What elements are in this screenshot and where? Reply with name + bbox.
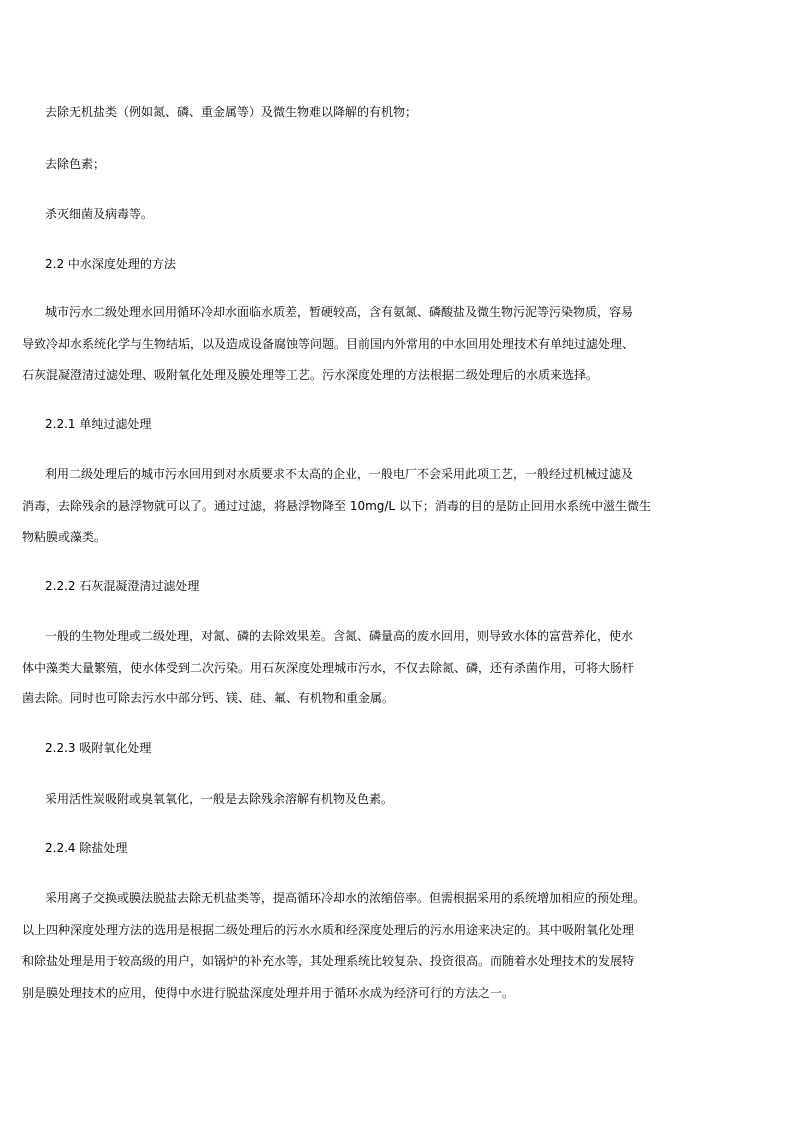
paragraph-line: 利用二级处理后的城市污水回用到对水质要求不太高的企业，一般电厂不会采用此项工艺，一般经过机械过滤及 [45, 467, 634, 481]
paragraph-line: 以上四种深度处理方法的选用是根据二级处理后的污水水质和经深度处理后的污水用途来决定的。其中吸附氧化处理 [22, 923, 635, 937]
paragraph-line: 导致冷却水系统化学与生物结垢，以及造成设备腐蚀等问题。目前国内外常用的中水回用处理技术有单纯过滤处理、 [22, 337, 635, 351]
paragraph-line: 采用活性炭吸附或臭氧氧化，一般是去除残余溶解有机物及色素。 [45, 792, 394, 806]
paragraph-line: 物粘膜或藻类。 [22, 530, 107, 544]
section-heading-2-2-4: 2.2.4 除盐处理 [45, 841, 128, 855]
list-item-remove-salts: 去除无机盐类（例如氮、磷、重金属等）及微生物难以降解的有机物； [45, 105, 418, 119]
list-item-kill-bacteria: 杀灭细菌及病毒等。 [45, 207, 154, 221]
paragraph-line: 一般的生物处理或二级处理，对氮、磷的去除效果差。含氮、磷量高的废水回用，则导致水体的富营养化，使水 [45, 629, 634, 643]
paragraph-line: 体中藻类大量繁殖，使水体受到二次污染。用石灰深度处理城市污水，不仅去除氮、磷，还有杀菌作用，可将大肠杆 [22, 661, 635, 675]
paragraph-line: 消毒，去除残余的悬浮物就可以了。通过过滤，将悬浮物降至 10mg/L 以下；消毒的目的是防止回用水系统中滋生微生 [22, 499, 651, 513]
section-heading-2-2: 2.2 中水深度处理的方法 [45, 257, 176, 271]
section-heading-2-2-2: 2.2.2 石灰混凝澄清过滤处理 [45, 579, 200, 593]
paragraph-line: 采用离子交换或膜法脱盐去除无机盐类等，提高循环冷却水的浓缩倍率。但需根据采用的系统增加相应的预处理。 [45, 891, 646, 905]
section-heading-2-2-1: 2.2.1 单纯过滤处理 [45, 417, 152, 431]
paragraph-line: 城市污水二级处理水回用循环冷却水面临水质差，暂硬较高，含有氨氮、磷酸盐及微生物污泥等污染物质，容易 [45, 305, 634, 319]
list-item-remove-pigment: 去除色素； [45, 157, 106, 171]
paragraph-line: 石灰混凝澄清过滤处理、吸附氧化处理及膜处理等工艺。污水深度处理的方法根据二级处理后的水质来选择。 [22, 368, 599, 382]
section-heading-2-2-3: 2.2.3 吸附氧化处理 [45, 741, 152, 755]
paragraph-line: 别是膜处理技术的应用，使得中水进行脱盐深度处理并用于循环水成为经济可行的方法之一。 [22, 986, 515, 1000]
paragraph-line: 菌去除。同时也可除去污水中部分钙、镁、硅、氟、有机物和重金属。 [22, 691, 395, 705]
paragraph-line: 和除盐处理是用于较高级的用户，如锅炉的补充水等，其处理系统比较复杂、投资很高。而随着水处理技术的发展特 [22, 954, 635, 968]
